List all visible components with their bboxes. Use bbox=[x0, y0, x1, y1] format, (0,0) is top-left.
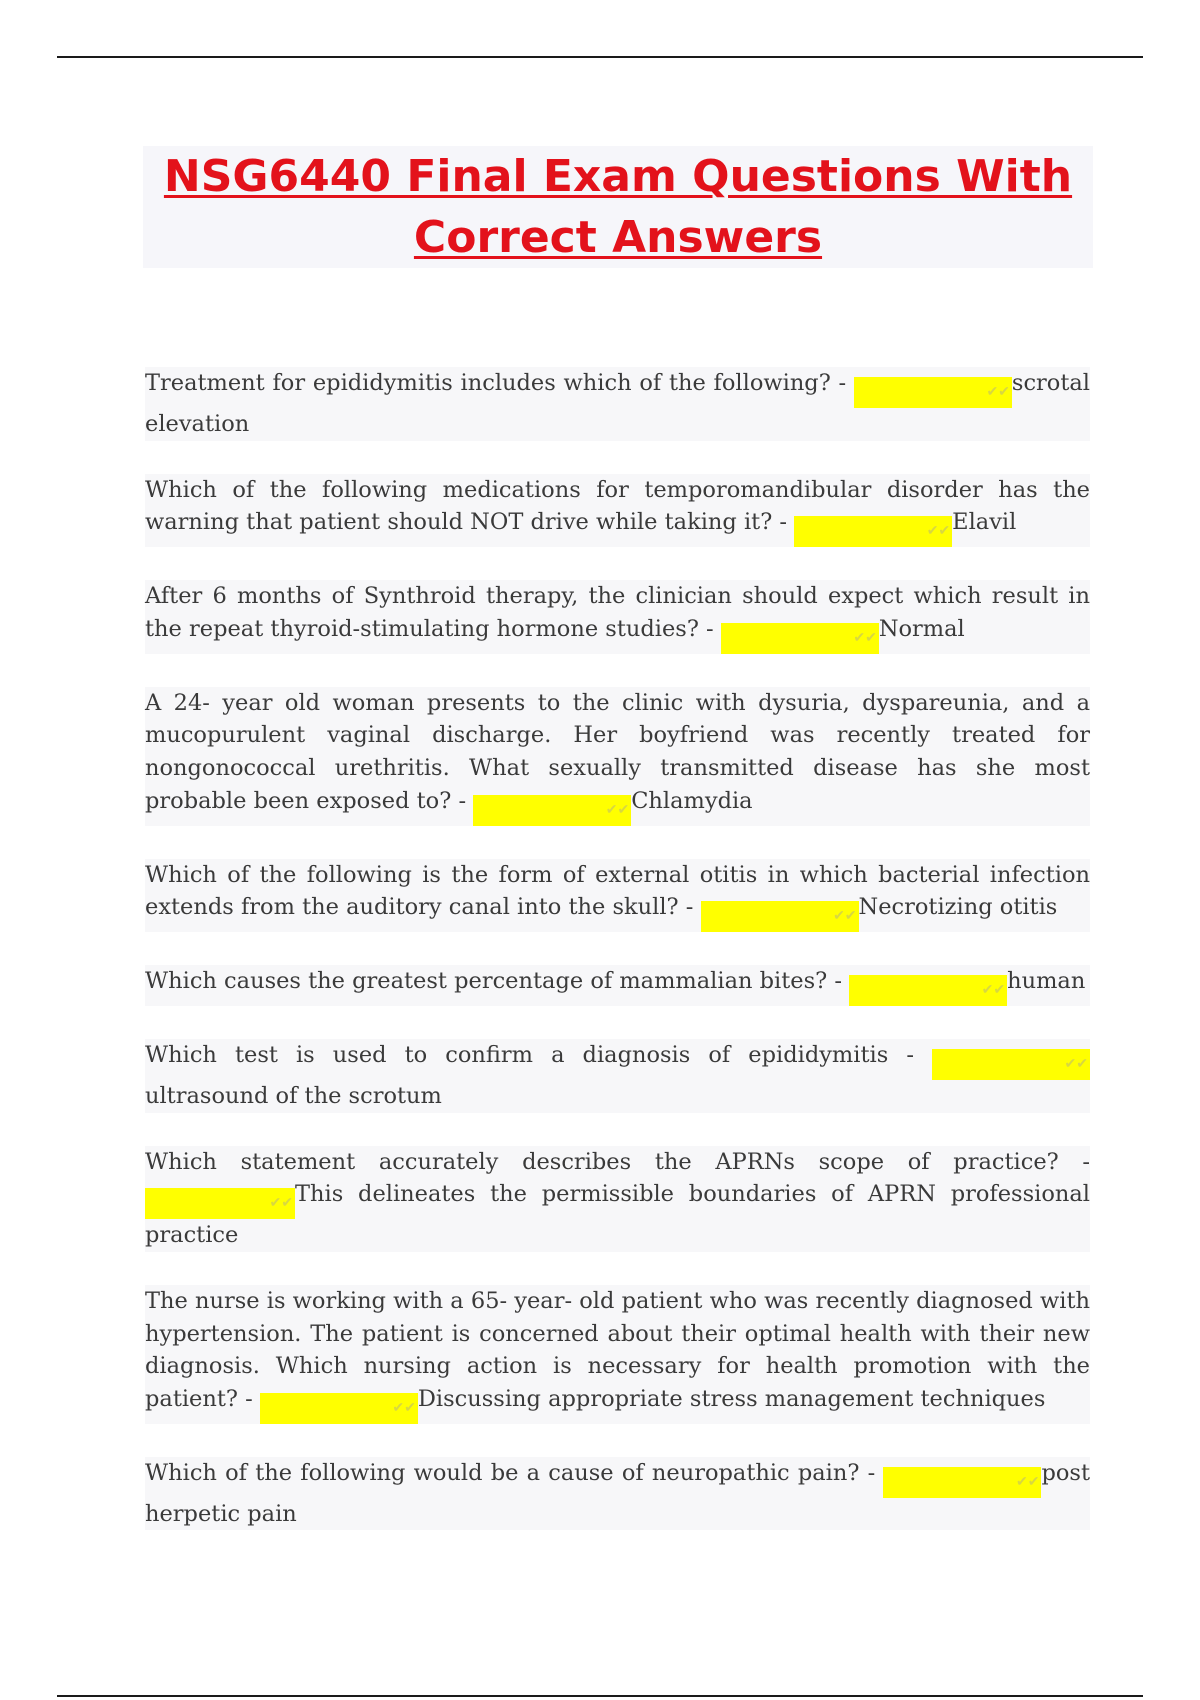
question-text: Which causes the greatest percentage of mammalian bites? - bbox=[145, 968, 842, 995]
question-text: Which of the following is the form of external otitis in which bacterial infection extends from the auditory canal into the skull? - bbox=[145, 861, 1090, 921]
answer-highlight-mark: ✔✔ bbox=[883, 1467, 1041, 1498]
qa-item-6 bbox=[145, 965, 1090, 1006]
qa-item-2 bbox=[145, 474, 1090, 548]
qa-item-4 bbox=[145, 687, 1090, 826]
qa-item-5 bbox=[145, 859, 1090, 933]
document-title-text: NSG6440 Final Exam Questions With Correct Answers bbox=[163, 151, 1073, 263]
answer-highlight-mark: ✔✔ bbox=[794, 516, 952, 547]
answer-text: human bbox=[1007, 968, 1086, 995]
answer-highlight-mark: ✔✔ bbox=[932, 1049, 1090, 1080]
question-text: After 6 months of Synthroid therapy, the clinician should expect which result in the repeat thyroid-stimulating hormone studies? - bbox=[145, 583, 1090, 642]
answer-text: post herpetic pain bbox=[145, 1459, 1091, 1527]
qa-item-1 bbox=[145, 367, 1090, 441]
question-text: Which of the following medications for temporomandibular disorder has the warning that patient should NOT drive while taking it? - bbox=[145, 476, 1090, 536]
answer-text: This delineates the permissible boundaries of APRN professional practice bbox=[145, 1181, 1090, 1249]
page-top-rule bbox=[57, 56, 1143, 58]
question-text: Which statement accurately describes the APRNs scope of practice? - bbox=[145, 1148, 1090, 1175]
qa-item-9 bbox=[145, 1285, 1090, 1424]
answer-text: Normal bbox=[878, 615, 965, 642]
question-answer-list bbox=[145, 367, 1090, 1563]
answer-text: scrotal elevation bbox=[145, 370, 1091, 437]
question-text: Treatment for epididymitis includes which of the following? - bbox=[145, 370, 847, 396]
qa-item-10 bbox=[145, 1457, 1090, 1531]
question-text: Which of the following would be a cause of neuropathic pain? - bbox=[145, 1459, 876, 1486]
answer-text: Discussing appropriate stress management techniques bbox=[417, 1385, 1046, 1412]
question-text: Which test is used to confirm a diagnosis of epididymitis - bbox=[145, 1042, 914, 1069]
qa-item-8 bbox=[145, 1146, 1090, 1252]
page-bottom-rule bbox=[57, 1695, 1143, 1697]
answer-highlight-mark: ✔✔ bbox=[473, 795, 631, 826]
qa-item-7 bbox=[145, 1039, 1090, 1113]
answer-highlight-mark: ✔✔ bbox=[260, 1393, 418, 1424]
answer-highlight-mark: ✔✔ bbox=[849, 975, 1007, 1006]
answer-highlight-mark: ✔✔ bbox=[721, 623, 879, 654]
answer-text: Elavil bbox=[952, 509, 1017, 536]
answer-text: Chlamydia bbox=[631, 787, 753, 814]
document-title bbox=[143, 146, 1093, 268]
qa-item-3 bbox=[145, 580, 1090, 654]
answer-highlight-mark: ✔✔ bbox=[854, 377, 1012, 408]
question-text: A 24- year old woman presents to the clinic with dysuria, dyspareunia, and a mucopurulent vaginal discharge. Her boyfriend was recently treated for nongonococcal urethritis. What sexually transmitted disease has she most probable been exposed to? - bbox=[145, 689, 1090, 814]
answer-text: ultrasound of the scrotum bbox=[145, 1083, 442, 1110]
answer-text: Necrotizing otitis bbox=[858, 894, 1058, 921]
question-text: The nurse is working with a 65- year- old patient who was recently diagnosed with hypertension. The patient is concerned about their optimal health with their new diagnosis. Which nursing action is necessary for health promotion with the patient? - bbox=[145, 1287, 1090, 1412]
answer-highlight-mark: ✔✔ bbox=[145, 1188, 295, 1219]
answer-highlight-mark: ✔✔ bbox=[701, 901, 859, 932]
